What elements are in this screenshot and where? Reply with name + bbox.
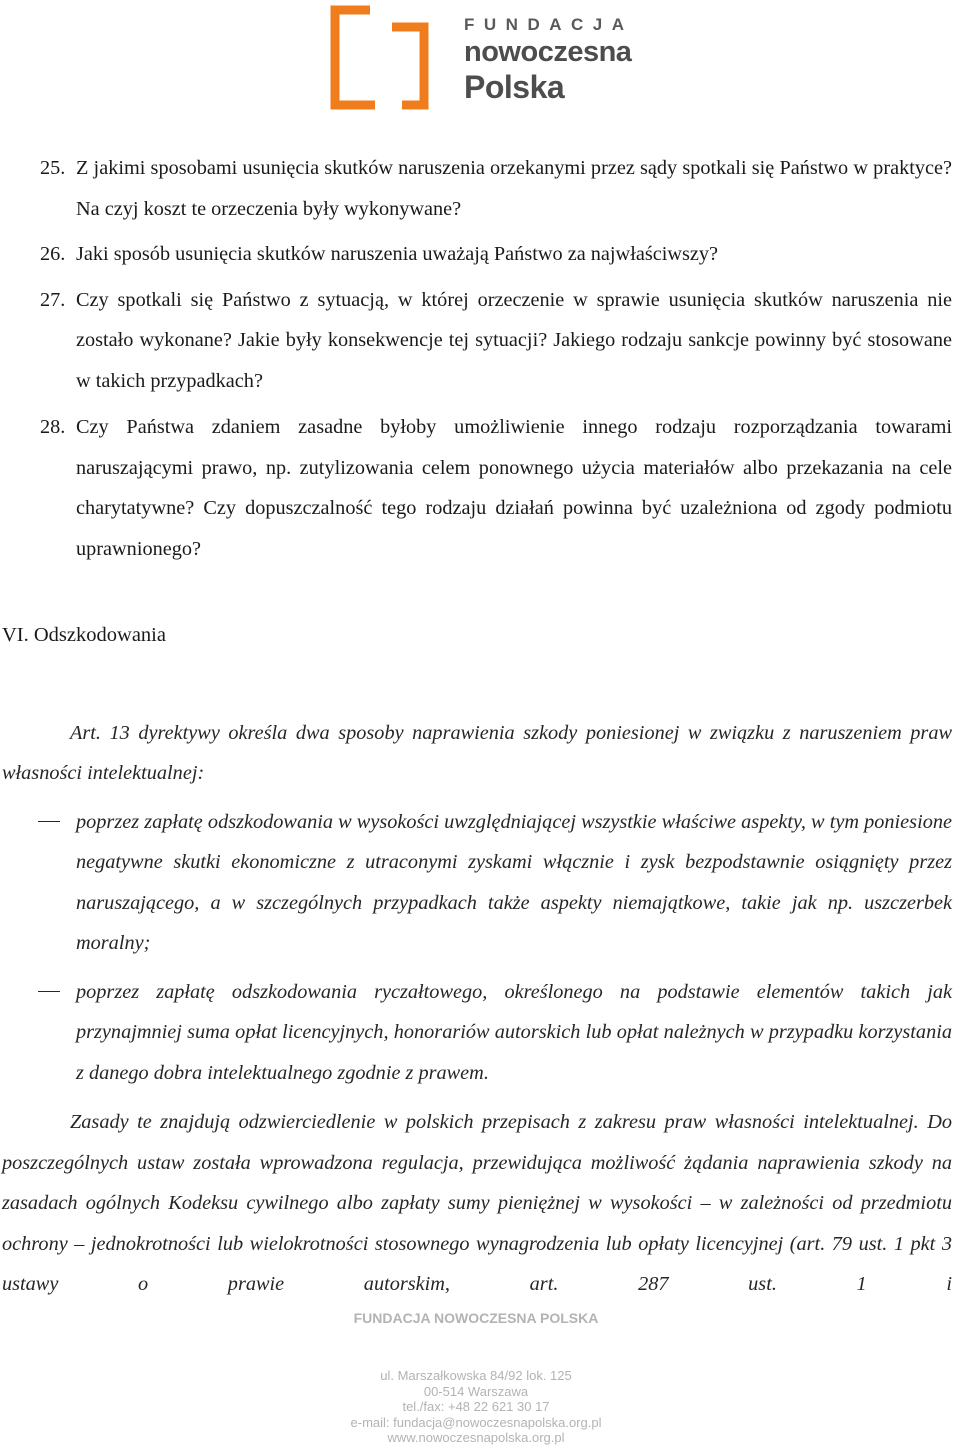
bullet-text: poprzez zapłatę odszkodowania w wysokości uwzględniającej wszystkie właściwe aspekty, w tym poniesione negatywne skutki ekonomiczne z utraconymi zyskami włącznie i zysk bezpodstawnie osiągnięty przez naruszającego, a w szczególnych przypadkach także aspekty niemajątkowe, takie jak np. uszczerbek moralny;: [76, 810, 952, 954]
logo-bracket-icon: [330, 5, 430, 110]
footer-address: ul. Marszałkowska 84/92 lok. 125: [380, 1368, 572, 1383]
foundation-logo: [330, 5, 634, 110]
bullet-item: [0, 802, 952, 964]
dash-bullet-icon: [38, 991, 60, 992]
footer-contact: [0, 1368, 952, 1446]
question-number: 28.: [40, 416, 66, 438]
footer-website[interactable]: www.nowoczesnapolska.org.pl: [387, 1430, 565, 1445]
footer-email[interactable]: e-mail: fundacja@nowoczesnapolska.org.pl: [350, 1414, 602, 1430]
footer-postal: 00-514 Warszawa: [423, 1383, 529, 1399]
lead-paragraph: Art. 13 dyrektywy określa dwa sposoby naprawienia szkody poniesionej w związku z naruszeniem praw własności intelektualnej:: [2, 721, 952, 784]
document-body: [0, 148, 952, 1305]
bullet-item: [0, 972, 952, 1094]
question-item: [0, 280, 952, 402]
question-item: [0, 407, 952, 569]
footer-phone: tel./fax: +48 22 621 30 17: [402, 1399, 550, 1414]
question-number: 26.: [40, 243, 66, 265]
question-number: 25.: [40, 157, 66, 179]
logo-text-nowoczesna: nowoczesna: [464, 36, 632, 68]
closing-paragraph: Zasady te znajdują odzwierciedlenie w polskich przepisach z zakresu praw własności intelektualnej. Do poszczególnych ustaw została wprowadzona regulacja, przewidująca możliwość żądania naprawienia szkody na zasadach ogólnych Kodeksu cywilnego albo zapłaty sumy pieniężnej w wysokości – w zależności od przedmiotu ochrony – jednokrotności lub wielokrotności stosownego wynagrodzenia lub opłaty licencyjnej (art. 79 ust. 1 pkt 3 ustawy o prawie autorskim, art. 287 ust. 1 i: [2, 1111, 952, 1295]
logo-text-fundacja: FUNDACJA: [464, 15, 634, 34]
question-item: [0, 148, 952, 229]
question-text: Z jakimi sposobami usunięcia skutków naruszenia orzekanymi przez sądy spotkali się Państwo w praktyce? Na czyj koszt te orzeczenia były wykonywane?: [76, 157, 952, 220]
dash-bullet-icon: [38, 821, 60, 822]
question-text: Jaki sposób usunięcia skutków naruszenia uważają Państwo za najwłaściwszy?: [76, 243, 719, 265]
question-text: Czy Państwa zdaniem zasadne byłoby umożliwienie innego rodzaju rozporządzania towarami naruszającymi prawo, np. zutylizowania celem ponownego użycia materiałów albo przekazania na cele charytatywne? Czy dopuszczalność tego rodzaju działań powinna być uzależniona od zgody podmiotu uprawnionego?: [76, 416, 952, 560]
question-item: [0, 234, 952, 275]
question-number: 27.: [40, 288, 66, 311]
footer-org-name: FUNDACJA NOWOCZESNA POLSKA: [353, 1310, 599, 1326]
logo-text-polska: Polska: [464, 69, 565, 105]
section-heading: VI. Odszkodowania: [2, 624, 166, 646]
bullet-text: poprzez zapłatę odszkodowania ryczałtowego, określonego na podstawie elementów takich jak przynajmniej suma opłat licencyjnych, honorariów autorskich lub opłat należnych w przypadku korzystania z danego dobra intelektualnego zgodnie z prawem.: [76, 980, 952, 1084]
question-text: Czy spotkali się Państwo z sytuacją, w której orzeczenie w sprawie usunięcia skutków naruszenia nie zostało wykonane? Jakie były konsekwencje tej sytuacji? Jakiego rodzaju sankcje powinny być stosowane w takich przypadkach?: [76, 288, 952, 392]
